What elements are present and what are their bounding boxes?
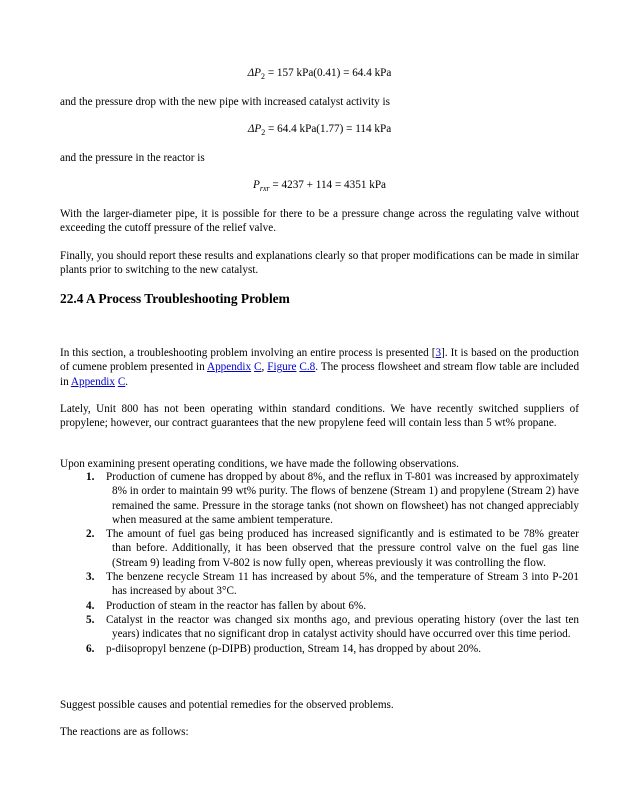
equation-rhs: = 4237 + 114 = 4351 kPa bbox=[269, 179, 387, 191]
text-run: , bbox=[261, 361, 268, 374]
equation-subscript: rxr bbox=[259, 184, 270, 193]
observations-list bbox=[60, 470, 579, 656]
equation-reactor-pressure bbox=[60, 178, 579, 192]
list-item bbox=[60, 613, 579, 642]
appendix-c-link[interactable]: C bbox=[254, 361, 262, 374]
list-number: 2. bbox=[86, 528, 95, 541]
paragraph-reactor-pressure-intro: and the pressure in the reactor is bbox=[60, 152, 205, 164]
equation-subscript: 2 bbox=[261, 128, 266, 137]
appendix-link-2[interactable]: Appendix bbox=[70, 375, 116, 388]
list-text: Production of steam in the reactor has fallen by about 6%. bbox=[106, 599, 367, 612]
text-run: . The process flowsheet and stream flow table are included in bbox=[60, 361, 580, 388]
equation-pressure-drop-old bbox=[60, 66, 579, 80]
list-number: 5. bbox=[86, 613, 95, 626]
list-item bbox=[60, 599, 579, 613]
equation-rhs: = 64.4 kPa(1.77) = 114 kPa bbox=[265, 123, 392, 135]
list-text: Production of cumene has dropped by about 8%, and the reflux in T-801 was increased by approximately 8% in order to maintain 99 wt% purity. The flows of benzene (Stream 1) and propylene (Stream 2) have remained the same. Pressure in the storage tanks (not shown on flowsheet) has not changed appreciably when measured at the same ambient temperature. bbox=[106, 471, 579, 526]
list-text: The benzene recycle Stream 11 has increased by about 5%, and the temperature of Stream 3 into P-201 has increased by about 3°C. bbox=[106, 571, 579, 598]
paragraph-observations-intro: Upon examining present operating conditions, we have made the following observations. bbox=[60, 458, 459, 470]
paragraph-report-results: Finally, you should report these results and explanations clearly so that proper modifications can be made in similar plants prior to switching to the new catalyst. bbox=[60, 250, 579, 277]
list-number: 1. bbox=[86, 471, 95, 483]
equation-pressure-drop-new bbox=[60, 122, 579, 136]
list-text: Catalyst in the reactor was changed six months ago, and previous operating history (over the last ten years) indicates that no significant drop in catalyst activity should have occurred over this time period. bbox=[106, 613, 579, 641]
appendix-link[interactable]: Appendix bbox=[206, 361, 252, 374]
list-item bbox=[60, 570, 579, 599]
paragraph-troubleshooting-intro bbox=[60, 346, 579, 389]
figure-link[interactable]: Figure bbox=[267, 361, 297, 374]
section-heading: 22.4 A Process Troubleshooting Problem bbox=[60, 291, 290, 306]
equation-symbol: ΔP bbox=[247, 123, 262, 135]
paragraph-larger-pipe: With the larger-diameter pipe, it is possible for there to be a pressure change across the regulating valve without exceeding the cutoff pressure of the relief valve. bbox=[60, 208, 579, 235]
equation-symbol: ΔP bbox=[247, 67, 262, 79]
equation-rhs: = 157 kPa(0.41) = 64.4 kPa bbox=[265, 67, 392, 79]
list-item bbox=[60, 527, 579, 570]
list-number: 4. bbox=[86, 599, 95, 612]
list-text: The amount of fuel gas being produced has increased significantly and is estimated to be 78% greater than before. Additionally, it has been observed that the pressure control valve on the fuel gas line (Stream 9) leading from V-802 is now fully open, whereas previously it was controlling the flow. bbox=[106, 528, 579, 569]
reference-link-3[interactable]: 3 bbox=[435, 347, 442, 359]
list-number: 3. bbox=[86, 571, 95, 584]
text-run: In this section, a troubleshooting problem involving an entire process is presented [ bbox=[60, 347, 436, 359]
paragraph-suggest-causes: Suggest possible causes and potential remedies for the observed problems. bbox=[60, 699, 394, 711]
text-run: ]. It is based on the production of cumene problem presented in bbox=[60, 347, 579, 374]
paragraph-reactions: The reactions are as follows: bbox=[60, 726, 189, 738]
appendix-c-link-2[interactable]: C bbox=[117, 375, 126, 388]
list-item bbox=[60, 642, 579, 656]
list-item bbox=[60, 470, 579, 527]
text-run: . bbox=[125, 375, 129, 388]
list-text: p-diisopropyl benzene (p-DIPB) production, Stream 14, has dropped by about 20%. bbox=[106, 642, 482, 655]
list-number: 6. bbox=[86, 642, 95, 655]
figure-c8-link[interactable]: C.8 bbox=[299, 361, 316, 374]
paragraph-pressure-drop-intro: and the pressure drop with the new pipe with increased catalyst activity is bbox=[60, 96, 390, 108]
equation-symbol: P bbox=[252, 179, 260, 191]
equation-subscript: 2 bbox=[261, 72, 266, 81]
paragraph-unit-800: Lately, Unit 800 has not been operating within standard conditions. We have recently switched suppliers of propylene; however, our contract guarantees that the new propylene feed will contain less than 5 wt% propane. bbox=[60, 403, 579, 430]
